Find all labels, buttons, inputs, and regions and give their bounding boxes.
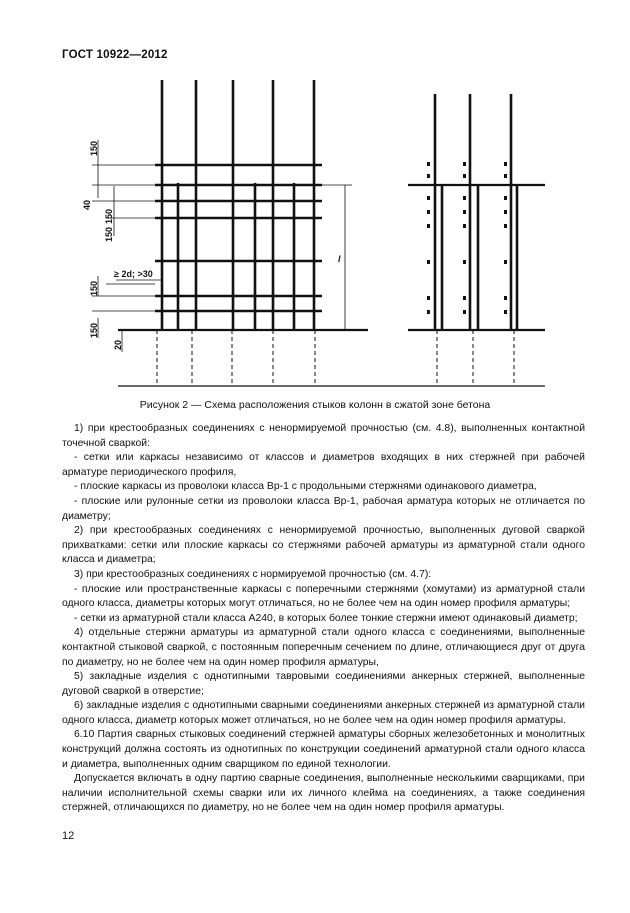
paragraph: 6.10 Партия сварных стыковых соединений стержней арматуры сборных железобетонных и монолитных конструкций должна состоять из однотипных по конструкции соединений арматурной стали одного класса и диаметра, выполненных одним сварщиком по единой технологии. [62,729,585,770]
paragraph: 5) закладные изделия с однотипными тавровыми соединениями анкерных стержней, выполненные дуговой сваркой в отверстие; [62,671,585,697]
paragraph: - плоские или пространственные каркасы с поперечными стержнями (хомутами) из арматурной стали одного класса, диаметры которых могут отличаться, но не более чем на один номер профиля арматуры; [62,583,585,610]
page-number: 12 [62,830,75,842]
paragraph: Допускается включать в одну партию сварные соединения, выполненные несколькими сварщиками, при наличии исполнительной схемы сварки или их личного клейма на соединениях, а также соединения стержней, отличающихся по диаметру, но не более чем на один номер профиля арматуры. [62,773,585,814]
dim-l: l [338,254,341,264]
figure-caption: Рисунок 2 — Схема расположения стыков колонн в сжатой зоне бетона [139,399,491,411]
right-dashed-bars [437,330,514,384]
dim-40: 40 [82,199,92,210]
left-dashed-bars [157,330,315,384]
paragraph: 4) отдельные стержни арматуры из арматурной стали одного класса с соединениями, выполненные контактной стыковой сваркой, с постоянным поперечным сечением по длине, отличающиеся друг от друга по диаметру, но не более чем на один номер профиля арматуры, [62,627,585,668]
column-joint-diagram [0,0,630,400]
dim-150-top: 150 [89,140,99,156]
left-vertical-bars [162,80,314,330]
paragraph: - сетки из арматурной стали класса А240, в которых более тонкие стержни имеют одинаковый диаметр; [74,612,578,624]
paragraph: 2) при крестообразных соединениях с ненормируемой прочностью, выполненных дуговой сваркой прихватками: сетки или плоские каркасы со стержнями рабочей арматуры из арматурной стали одного класса и диаметра; [62,525,585,566]
dim-20: 20 [113,339,123,350]
dim-150-d: 150 [89,322,99,338]
dim-150-b: 150 [104,226,114,242]
paragraph: - сетки или каркасы независимо от классов и диаметров входящих в них стержней при рабочей арматуре периодического профиля, [62,452,585,478]
paragraph: - плоские каркасы из проволоки класса Вр-1 с продольными стержнями одинакового диаметра, [74,481,537,493]
document-header: ГОСТ 10922—2012 [62,49,168,61]
body-text [62,422,585,816]
paragraph: 6) закладные изделия с однотипными сварными соединениями анкерных стержней из арматурной стали одного класса, диаметр которых может отличаться, но не более чем на один номер профиля арматуры. [62,700,585,726]
paragraph: 1) при крестообразных соединениях с ненормируемой прочностью (см. 4.8), выполненных контактной точечной сваркой: [62,423,585,449]
left-horizontal-bars [155,165,322,311]
dim-spacing: ≥ 2d; >30 [114,269,153,279]
paragraph: - плоские или рулонные сетки из проволоки класса Вр-1, рабочая арматура которых не отличается по диаметру; [62,495,585,522]
paragraph: 3) при крестообразных соединениях с нормируемой прочностью (см. 4.7): [74,568,432,580]
dim-150-a: 150 [104,208,114,224]
dim-150-c: 150 [89,280,99,296]
